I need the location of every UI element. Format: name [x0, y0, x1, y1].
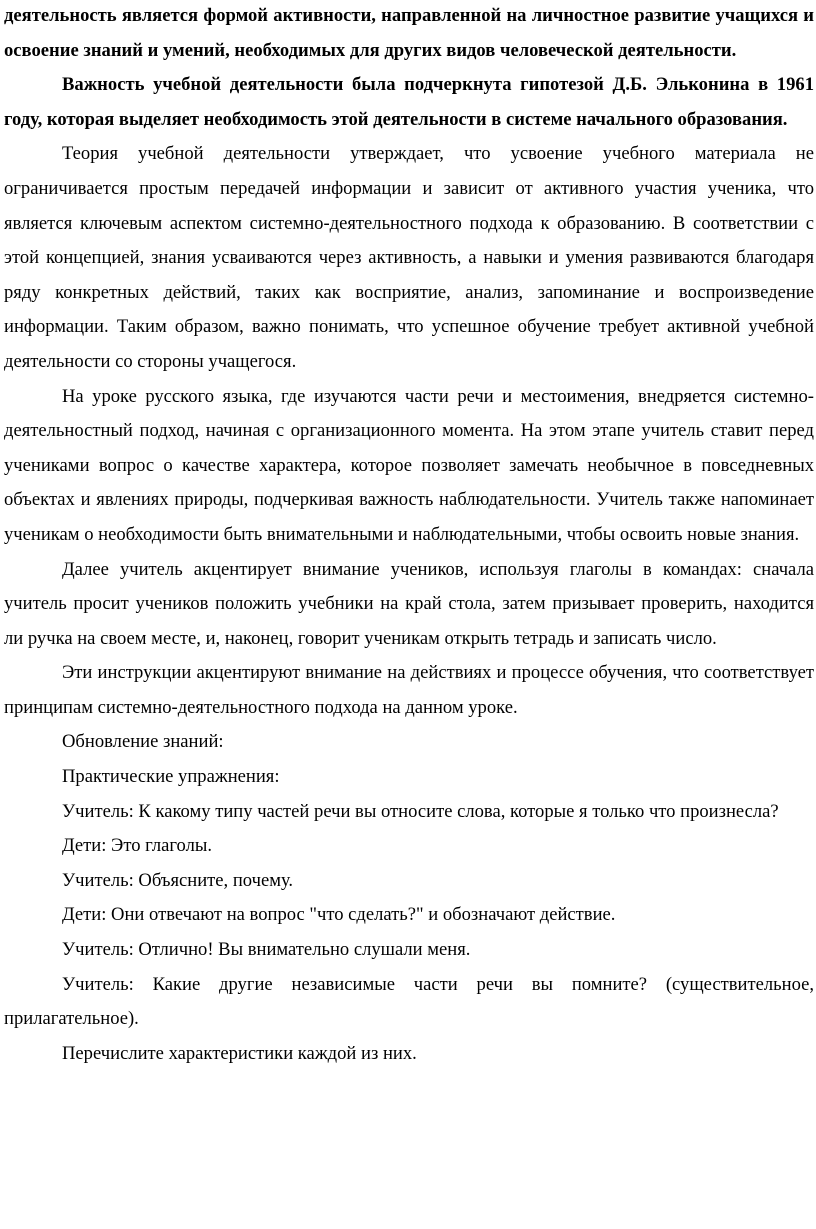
paragraph-knowledge-update: Обновление знаний: — [62, 731, 224, 753]
dialogue-line: Дети: Они отвечают на вопрос "что сделать?" и обозначают действие. — [62, 904, 616, 926]
paragraph-practical-exercises: Практические упражнения: — [62, 766, 280, 788]
paragraph-learning-theory: Теория учебной деятельности утверждает, что усвоение учебного материала не ограничивается простым передачей информации и зависит от активного участия ученика, что является ключевым аспектом системно-деятельностного подхода к образованию. В соответствии с этой концепцией, знания усваиваются через активность, а навыки и умения развиваются благодаря ряду конкретных действий, таких как восприятие, анализ, запоминание и воспроизведение информации. Таким образом, важно понимать, что успешное обучение требует активной учебной деятельности со стороны учащегося. — [4, 143, 814, 372]
dialogue-line: Учитель: Отлично! Вы внимательно слушали меня. — [62, 939, 471, 961]
dialogue-line: Учитель: Какие другие независимые части речи вы помните? (существительное, прилагательное). — [4, 973, 814, 1030]
dialogue-line: Учитель: Объясните, почему. — [62, 869, 294, 891]
paragraph-elkonin-hypothesis: Важность учебной деятельности была подчеркнута гипотезой Д.Б. Эльконина в 1961 году, которая выделяет необходимость этой деятельности в системе начального образования. — [4, 74, 814, 130]
dialogue-line: Перечислите характеристики каждой из них. — [62, 1042, 417, 1064]
paragraph-russian-lesson: На уроке русского языка, где изучаются части речи и местоимения, внедряется системно-деятельностный подход, начиная с организационного момента. На этом этапе учитель ставит перед учениками вопрос о качестве характера, которое позволяет замечать необычное в повседневных объектах и явлениях природы, подчеркивая важность наблюдательности. Учитель также напоминает ученикам о необходимости быть внимательными и наблюдательными, чтобы освоить новые знания. — [4, 385, 814, 545]
dialogue-line: Дети: Это глаголы. — [62, 835, 213, 857]
paragraph-activity-definition: деятельность является формой активности, направленной на личностное развитие учащихся и освоение знаний и умений, необходимых для других видов человеческой деятельности. — [4, 5, 814, 61]
dialogue-line: Учитель: К какому типу частей речи вы относите слова, которые я только что произнесла? — [62, 800, 779, 822]
paragraph-teacher-commands: Далее учитель акцентирует внимание учеников, используя глаголы в командах: сначала учитель просит учеников положить учебники на край стола, затем призывает проверить, находится ли ручка на своем месте, и, наконец, говорит ученикам открыть тетрадь и записать число. — [4, 558, 814, 649]
paragraph-instructions-summary: Эти инструкции акцентируют внимание на действиях и процессе обучения, что соответствует принципам системно-деятельностного подхода на данном уроке. — [4, 662, 814, 718]
